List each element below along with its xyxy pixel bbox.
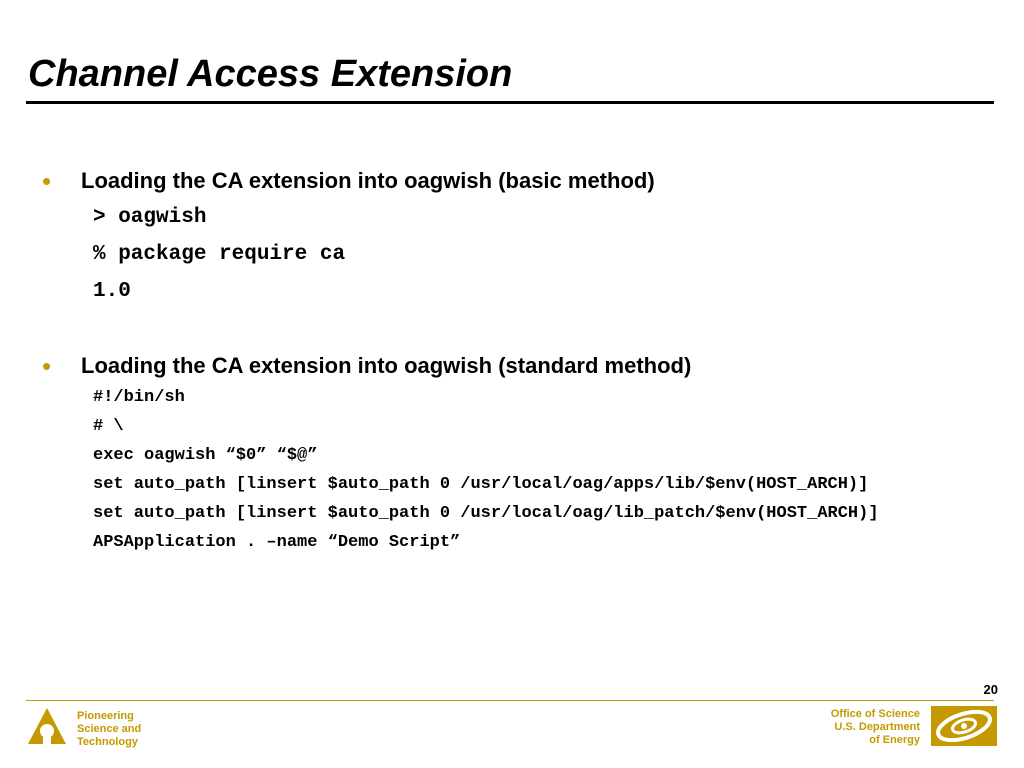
footer-tagline: [77, 710, 141, 749]
code-line: % package require ca: [93, 243, 346, 266]
code-line: exec oagwish “$0” “$@”: [93, 446, 318, 465]
footer-office: [780, 708, 920, 747]
footer-tagline-line: Technology: [77, 736, 138, 748]
code-line: # \: [93, 417, 124, 436]
footer-tagline-line: Pioneering: [77, 710, 134, 722]
title-underline: [26, 101, 994, 104]
doe-logo-icon: [931, 706, 997, 746]
code-line: 1.0: [93, 280, 131, 303]
bullet-icon: •: [42, 351, 52, 381]
footer-office-line: of Energy: [869, 734, 920, 746]
footer-office-line: U.S. Department: [834, 721, 920, 733]
code-line: APSApplication . –name “Demo Script”: [93, 533, 461, 552]
footer-office-line: Office of Science: [830, 708, 920, 720]
bullet-icon: •: [42, 166, 52, 196]
code-line: set auto_path [linsert $auto_path 0 /usr/local/oag/apps/lib/$env(HOST_ARCH)]: [93, 475, 869, 494]
slide-title: Channel Access Extension: [28, 53, 513, 95]
code-line: #!/bin/sh: [93, 388, 185, 407]
footer-divider: [26, 700, 994, 701]
page-number: 20: [983, 682, 998, 697]
bullet-heading-standard: Loading the CA extension into oagwish (standard method): [81, 353, 692, 378]
footer-tagline-line: Science and: [77, 723, 142, 735]
code-line: > oagwish: [93, 206, 207, 229]
code-line: set auto_path [linsert $auto_path 0 /usr/local/oag/lib_patch/$env(HOST_ARCH)]: [93, 504, 879, 523]
argonne-logo-icon: [26, 706, 68, 746]
bullet-heading-basic: Loading the CA extension into oagwish (basic method): [81, 168, 655, 193]
